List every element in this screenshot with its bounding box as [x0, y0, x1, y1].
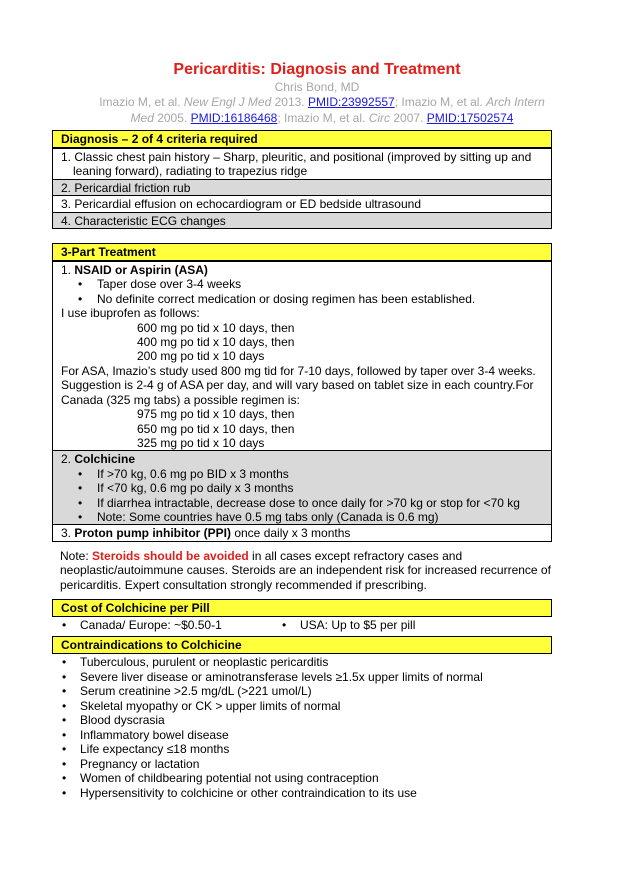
cost-header: Cost of Colchicine per Pill [53, 600, 551, 617]
treatment-box [52, 243, 552, 542]
contraindications-header: Contraindications to Colchicine [53, 637, 551, 654]
list-item: • Severe liver disease or aminotransferase levels ≥1.5x upper limits of normal [60, 670, 552, 685]
pmid-link-2[interactable]: PMID:16186468 [190, 110, 278, 125]
cost-usa: • USA: Up to $5 per pill [280, 618, 415, 632]
nsaid-bullets [61, 277, 543, 306]
list-item: • If diarrhea intractable, decrease dose to once daily for >70 kg or stop for <70 kg [61, 496, 543, 510]
ref-2: Imazio M, et al. Arch Intern Med 2005. PMID:16186468; [130, 95, 545, 125]
document-page [52, 60, 552, 800]
colchicine-bullets [61, 467, 543, 525]
contraindications-box [52, 636, 552, 654]
ppi-section: 3. Proton pump inhibitor (PPI) once daily x 3 months [53, 524, 551, 540]
diagnosis-box [52, 130, 552, 229]
list-item: • If <70 kg, 0.6 mg po daily x 3 months [61, 481, 543, 495]
diagnosis-criterion-3: 3. Pericardial effusion on echocardiogram or ED bedside ultrasound [53, 195, 551, 211]
asa-dose-1: 975 mg po tid x 10 days, then [137, 407, 295, 422]
list-item: • Hypersensitivity to colchicine or other contraindication to its use [60, 786, 552, 801]
list-item: • Inflammatory bowel disease [60, 728, 552, 743]
list-item: • Taper dose over 3-4 weeks [61, 277, 543, 291]
diagnosis-criterion-4: 4. Characteristic ECG changes [53, 212, 551, 228]
list-item: • Pregnancy or lactation [60, 757, 552, 772]
author: Chris Bond, MD [274, 80, 360, 94]
ppi-title: Proton pump inhibitor (PPI) [74, 526, 231, 541]
diagnosis-criterion-2: 2. Pericardial friction rub [53, 179, 551, 195]
list-item: • Skeletal myopathy or CK > upper limits of normal [60, 699, 552, 714]
ibuprofen-intro: I use ibuprofen as follows: [61, 306, 200, 321]
cost-box [52, 599, 552, 617]
cost-items [52, 617, 552, 633]
ibuprofen-dose-3: 200 mg po tid x 10 days [137, 349, 265, 364]
list-item: • Serum creatinine >2.5 mg/dL (>221 umol/L) [60, 684, 552, 699]
contraindications-list [52, 655, 552, 800]
nsaid-section [53, 261, 551, 450]
list-item: • Women of childbearing potential not using contraception [60, 771, 552, 786]
ibuprofen-dose-1: 600 mg po tid x 10 days, then [137, 320, 295, 335]
list-item: • No definite correct medication or dosing regimen has been established. [61, 292, 543, 306]
diagnosis-header: Diagnosis – 2 of 4 criteria required [53, 131, 551, 148]
steroid-warning: Steroids should be avoided [92, 548, 249, 563]
list-item: • Note: Some countries have 0.5 mg tabs only (Canada is 0.6 mg) [61, 510, 543, 524]
list-item: • If >70 kg, 0.6 mg po BID x 3 months [61, 467, 543, 481]
page-title: Pericarditis: Diagnosis and Treatment [173, 61, 461, 78]
colchicine-section [53, 450, 551, 524]
steroid-note: Note: Steroids should be avoided in all cases except refractory cases and neoplastic/autoimmune causes. Steroids are an independent risk for increased recurrence of pericarditis. Expert consultation strongly recommended if prescribing. [60, 548, 551, 592]
list-item: • Life expectancy ≤18 months [60, 742, 552, 757]
references [52, 95, 552, 126]
asa-dose-3: 325 mg po tid x 10 days [137, 435, 265, 450]
ref-1: Imazio M, et al. New Engl J Med 2013. PMID:23992557; [99, 95, 402, 109]
asa-dose-2: 650 mg po tid x 10 days, then [137, 421, 295, 436]
ibuprofen-dose-2: 400 mg po tid x 10 days, then [137, 335, 295, 350]
diagnosis-criterion-1: 1. Classic chest pain history – Sharp, pleuritic, and positional (improved by sitting up and leaning forward), radiating to trapezius ridge [53, 148, 551, 179]
list-item: • Blood dyscrasia [60, 713, 552, 728]
asa-text: For ASA, Imazio’s study used 800 mg tid for 7-10 days, followed by taper over 3-4 weeks. Suggestion is 2-4 g of ASA per day, and will vary based on tablet size in each country.For Canada (325 mg tabs) a possible regimen is: [61, 363, 536, 407]
colchicine-title: 2. Colchicine [61, 452, 136, 467]
treatment-header: 3-Part Treatment [53, 244, 551, 261]
pmid-link-1[interactable]: PMID:23992557 [307, 95, 395, 109]
list-item: • Tuberculous, purulent or neoplastic pericarditis [60, 655, 552, 670]
pmid-link-3[interactable]: PMID:17502574 [426, 110, 514, 125]
ref-3: Imazio M, et al. Circ 2007. PMID:17502574 [283, 110, 514, 125]
cost-canada-europe: • Canada/ Europe: ~$0.50-1 [60, 618, 280, 632]
nsaid-title: 1. NSAID or Aspirin (ASA) [61, 263, 208, 278]
